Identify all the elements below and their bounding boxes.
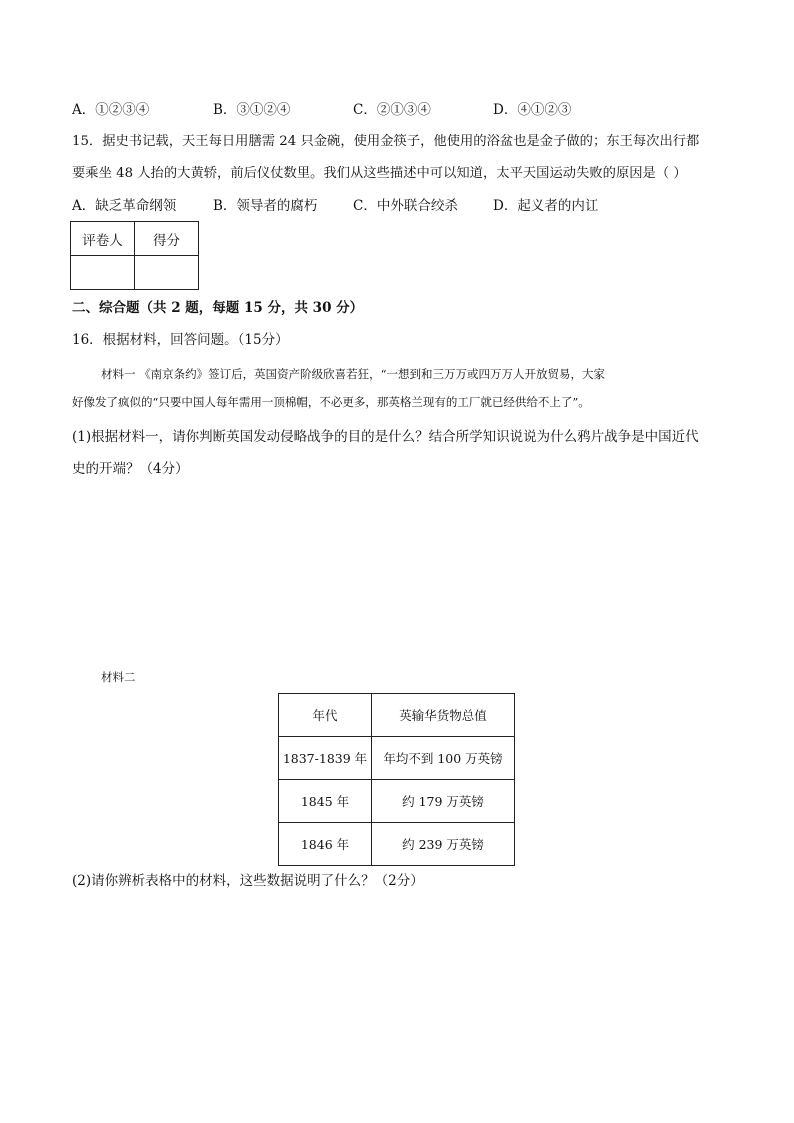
trade-value-table bbox=[278, 693, 515, 866]
q15-option-a: A．缺乏革命纲领 bbox=[72, 198, 177, 214]
q15-option-d: D．起义者的内讧 bbox=[493, 198, 599, 214]
material-1-line-2: 好像发了疯似的“只要中国人每年需用一顶棉帽，不必更多，那英格兰现有的工厂就已经供给不上了”。 bbox=[72, 395, 590, 409]
sub-question-2: (2)请你辨析表格中的材料，这些数据说明了什么？（2分） bbox=[72, 873, 424, 889]
section-heading: 二、综合题（共 2 题，每题 15 分，共 30 分） bbox=[72, 300, 364, 316]
q14-option-d: D．④①②③ bbox=[493, 102, 572, 118]
score-box-input-row bbox=[71, 256, 199, 290]
table-cell-value: 年均不到 100 万英镑 bbox=[372, 737, 515, 780]
q15-option-b: B．领导者的腐朽 bbox=[213, 198, 318, 214]
table-cell-value: 约 179 万英镑 bbox=[372, 780, 515, 823]
table-cell-year: 1837-1839 年 bbox=[279, 737, 372, 780]
q14-option-b: B．③①②④ bbox=[213, 102, 291, 118]
score-label: 得分 bbox=[135, 222, 199, 256]
material-1-line-1: 材料一 《南京条约》签订后，英国资产阶级欣喜若狂，“一想到和三万万或四万万人开放贸易，大家 bbox=[101, 367, 606, 381]
table-cell-year: 1846 年 bbox=[279, 823, 372, 866]
q15-stem-line-2: 要乘坐 48 人抬的大黄轿，前后仪仗数里。我们从这些描述中可以知道，太平天国运动失败的原因是（ ） bbox=[72, 166, 687, 181]
table-cell-value: 约 239 万英镑 bbox=[372, 823, 515, 866]
grader-field[interactable] bbox=[71, 256, 135, 290]
grader-label: 评卷人 bbox=[71, 222, 135, 256]
score-box-header-row bbox=[71, 222, 199, 256]
q16-stem: 16．根据材料，回答问题。（15分） bbox=[72, 332, 289, 348]
material-2-label: 材料二 bbox=[101, 670, 136, 684]
table-row bbox=[279, 780, 515, 823]
column-header-value: 英输华货物总值 bbox=[372, 694, 515, 737]
q15-stem-line-1: 15．据史书记载，天王每日用膳需 24 只金碗，使用金筷子，他使用的浴盆也是金子做的；东王每次出行都 bbox=[72, 134, 700, 149]
table-cell-year: 1845 年 bbox=[279, 780, 372, 823]
column-header-year: 年代 bbox=[279, 694, 372, 737]
q14-option-c: C．②①③④ bbox=[353, 102, 431, 118]
score-box bbox=[70, 221, 199, 290]
table-row bbox=[279, 737, 515, 780]
table-row bbox=[279, 823, 515, 866]
q14-option-a: A．①②③④ bbox=[72, 102, 150, 118]
sub-question-1-line-1: (1)根据材料一，请你判断英国发动侵略战争的目的是什么？结合所学知识说说为什么鸦片战争是中国近代 bbox=[72, 429, 699, 445]
score-field[interactable] bbox=[135, 256, 199, 290]
sub-question-1-line-2: 史的开端？（4分） bbox=[72, 461, 189, 477]
q15-option-c: C．中外联合绞杀 bbox=[353, 198, 458, 214]
table-header-row bbox=[279, 694, 515, 737]
